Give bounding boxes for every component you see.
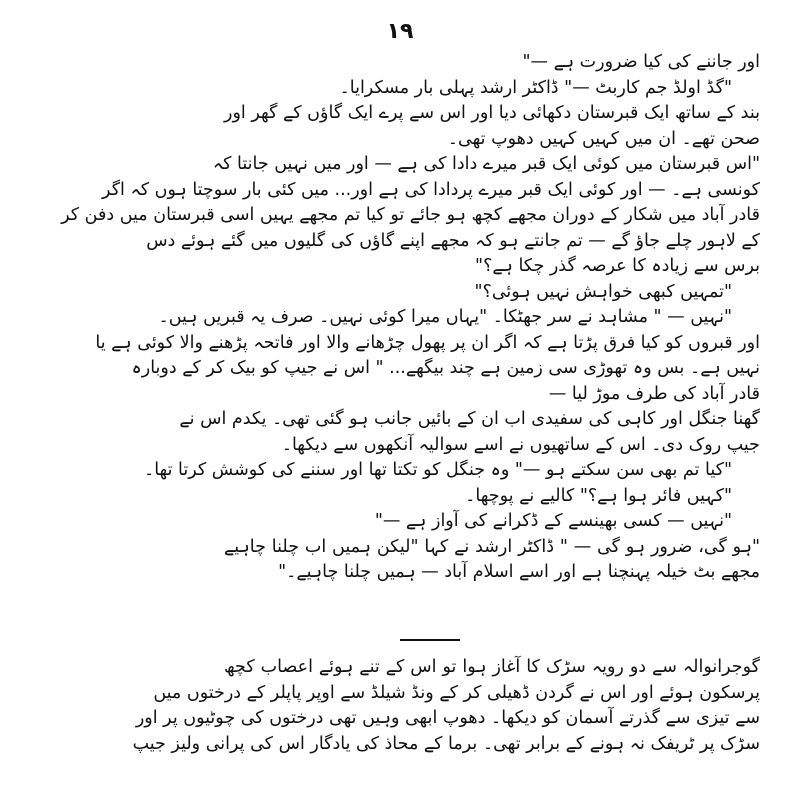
text-line: "تمہیں کبھی خواہش نہیں ہوئی؟"	[474, 281, 732, 302]
text-line: گھنا جنگل اور کاہی کی سفیدی اب ان کے بائیں جانب ہو گئی تھی۔ یکدم اس نے	[179, 409, 760, 429]
section-separator	[400, 639, 460, 641]
text-line: جیپ روک دی۔ اس کے ساتھیوں نے اسے سوالیہ آنکھوں سے دیکھا۔	[281, 434, 760, 455]
text-line: اور جاننے کی کیا ضرورت ہے —"	[522, 52, 760, 72]
bottom-text-section	[132, 655, 760, 757]
text-line: "نہیں — کسی بھینسے کے ڈکرانے کی آواز ہے —"	[374, 511, 732, 531]
text-line: نہیں ہے۔ بس وہ تھوڑی سی زمین ہے چند بیگھے... " اس نے جیپ کو بیک کر کے دوبارہ	[131, 358, 760, 378]
text-line: "ہو گی، ضرور ہو گی — " ڈاکٹر ارشد نے کہا "لیکن ہمیں اب چلنا چاہیے	[224, 536, 760, 557]
text-line: کونسی ہے۔ — اور کوئی ایک قبر میرے پردادا کی ہے اور... میں کئی بار سوچتا ہوں کہ اگر	[102, 179, 760, 200]
text-line: پرسکون ہوئے اور اس نے گردن ڈھیلی کر کے ونڈ شیلڈ سے اوپر پاپلر کے درختوں میں	[153, 682, 760, 703]
text-line: قادر آباد کی طرف موڑ لیا —	[548, 383, 760, 404]
text-line: سے تیزی سے گذرتے آسمان کو دیکھا۔ دھوپ ابھی وہیں تھی درختوں کی چوٹیوں پر اور	[135, 708, 760, 728]
text-line: "کیا تم بھی سن سکتے ہو —" وہ جنگل کو تکتا تھا اور سننے کی کوشش کرتا تھا۔	[143, 460, 732, 480]
page-number: ۱۹	[386, 19, 414, 44]
text-line: کے لاہور چلے جاؤ گے — تم جانتے ہو کہ مجھے اپنے گاؤں کی گلیوں میں گئے ہوئے دس	[146, 230, 760, 251]
text-line: مجھے بٹ خیلہ پہنچنا ہے اور اسے اسلام آباد — ہمیں چلنا چاہیے۔"	[278, 562, 760, 582]
text-line: بند کے ساتھ ایک قبرستان دکھائی دیا اور اس سے پرے ایک گاؤں کے گھر اور	[224, 103, 760, 123]
text-line: صحن تھے۔ ان میں کہیں کہیں دھوپ تھی۔	[447, 128, 760, 149]
text-line: "کہیں فائر ہوا ہے؟" کالیے نے پوچھا۔	[465, 485, 732, 506]
text-line: سڑک پر ٹریفک نہ ہونے کے برابر تھی۔ برما کے محاذ کی یادگار اس کی پرانی ولیز جیپ	[132, 733, 760, 754]
text-line: برس سے زیادہ کا عرصہ گذر چکا ہے؟"	[475, 256, 760, 276]
text-line: "نہیں — " مشاہد نے سر جھٹکا۔ "یہاں میرا کوئی نہیں۔ صرف یہ قبریں ہیں۔	[158, 307, 732, 327]
text-line: قادر آباد میں شکار کے دوران مجھے کچھ ہو جائے تو کیا تم مجھے یہیں اسی قبرستان میں دفن کر	[61, 205, 760, 225]
text-line: گوجرانوالہ سے دو رویہ سڑک کا آغاز ہوا تو اس کے تنے ہوئے اعصاب کچھ	[224, 657, 760, 677]
top-text-section	[61, 50, 760, 586]
text-line: "اس قبرستان میں کوئی ایک قبر میرے دادا کی ہے — اور میں نہیں جانتا کہ	[212, 154, 760, 174]
text-line: اور قبروں کو کیا فرق پڑتا ہے کہ اگر ان پر پھول چڑھانے والا اور فاتحہ پڑھنے والا کوئی ہے یا	[95, 332, 760, 353]
text-line: "گڈ اولڈ جم کاربٹ —" ڈاکٹر ارشد پہلی بار مسکرایا۔	[339, 77, 732, 98]
